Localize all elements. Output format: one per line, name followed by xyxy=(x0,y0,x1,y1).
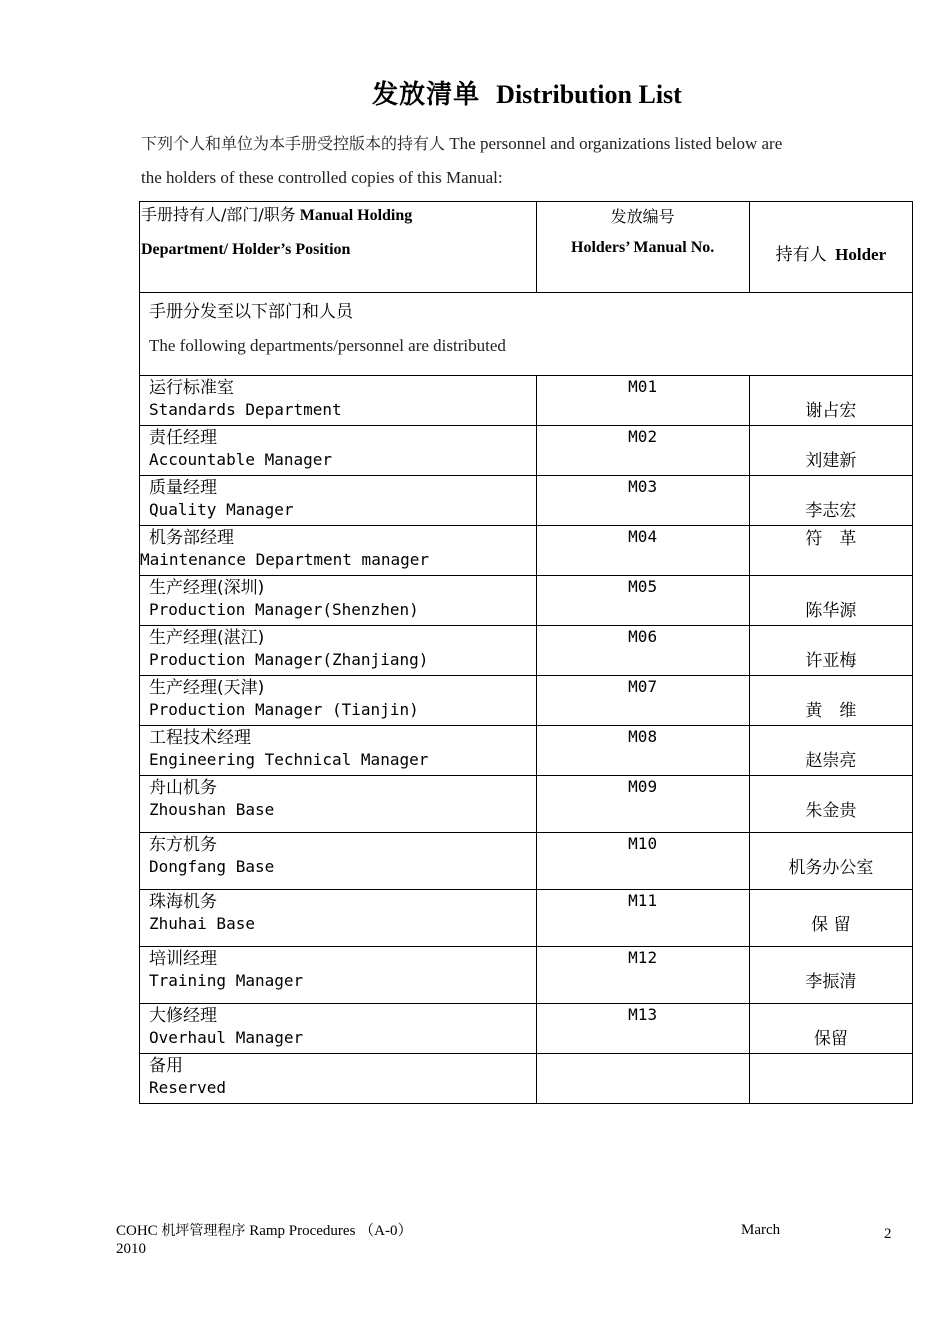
table-row xyxy=(140,1004,913,1054)
intro-line-2: the holders of these controlled copies of this Manual: xyxy=(141,168,503,187)
row-manual-no: M08 xyxy=(628,727,658,746)
row-position-zh: 运行标准室 xyxy=(149,378,234,398)
table-row xyxy=(140,776,913,833)
section-cell xyxy=(140,293,913,376)
row-position-en: Overhaul Manager xyxy=(149,1028,304,1047)
row-position-en: Production Manager(Zhanjiang) xyxy=(149,650,429,669)
row-position-zh: 质量经理 xyxy=(149,478,217,498)
row-position-en: Dongfang Base xyxy=(149,857,275,876)
row-manual-no: M04 xyxy=(628,527,658,546)
intro-zh: 下列个人和单位为本手册受控版本的持有人 xyxy=(141,134,446,153)
row-position-zh: 珠海机务 xyxy=(149,892,217,912)
row-manual-no: M13 xyxy=(628,1005,658,1024)
row-holder: 陈华源 xyxy=(805,601,857,621)
row-position-en: Maintenance Department manager xyxy=(140,550,429,569)
row-position-zh: 生产经理(天津) xyxy=(149,678,265,698)
header-holding-dept xyxy=(140,202,537,293)
row-manual-no: M06 xyxy=(628,627,658,646)
row-position-en: Production Manager (Tianjin) xyxy=(149,700,419,719)
table-header-row xyxy=(140,202,913,293)
header-col1-en2: Department/ Holder’s Position xyxy=(141,241,351,258)
row-position-zh: 机务部经理 xyxy=(149,528,234,548)
row-position-en: Production Manager(Shenzhen) xyxy=(149,600,419,619)
footer-document-name xyxy=(116,1222,556,1258)
row-manual-no: M09 xyxy=(628,777,658,796)
row-position-en: Zhoushan Base xyxy=(149,800,275,819)
table-row xyxy=(140,426,913,476)
header-col3-zh: 持有人 xyxy=(775,245,827,265)
footer-en: Ramp Procedures （A-0） xyxy=(245,1223,413,1239)
section-en: The following departments/personnel are distributed xyxy=(149,336,506,355)
row-holder: 刘建新 xyxy=(805,451,857,471)
row-manual-no: M10 xyxy=(628,834,658,853)
row-manual-no: M02 xyxy=(628,427,658,446)
table-row xyxy=(140,476,913,526)
header-col1-zh: 手册持有人/部门/职务 xyxy=(141,205,296,224)
title-en: Distribution List xyxy=(496,80,682,109)
section-row xyxy=(140,293,913,376)
row-holder: 朱金贵 xyxy=(805,801,857,821)
row-position-zh: 生产经理(深圳) xyxy=(149,578,265,598)
row-position-en: Zhuhai Base xyxy=(149,914,255,933)
row-position-en: Training Manager xyxy=(149,971,304,990)
row-position-en: Engineering Technical Manager xyxy=(149,750,429,769)
header-col3-en: Holder xyxy=(835,245,887,264)
row-holder: 保留 xyxy=(813,1029,848,1049)
row-position-zh: 备用 xyxy=(149,1056,183,1076)
header-col1-en1: Manual Holding xyxy=(295,207,413,224)
row-position-en: Reserved xyxy=(149,1078,227,1097)
header-col2-en: Holders’ Manual No. xyxy=(571,239,715,256)
row-position-zh: 责任经理 xyxy=(149,428,217,448)
title-zh: 发放清单 xyxy=(372,80,481,110)
row-holder: 保 留 xyxy=(811,915,851,935)
header-holder xyxy=(749,202,912,293)
row-manual-no: M05 xyxy=(628,577,658,596)
table-row xyxy=(140,947,913,1004)
row-manual-no: M12 xyxy=(628,948,658,967)
row-holder: 李志宏 xyxy=(805,501,857,521)
row-holder: 谢占宏 xyxy=(805,401,857,421)
row-position-zh: 工程技术经理 xyxy=(149,728,251,748)
page-title xyxy=(0,74,950,111)
row-position-zh: 大修经理 xyxy=(149,1006,217,1026)
intro-en: The personnel and organizations listed below are xyxy=(445,134,783,153)
footer-year: 2010 xyxy=(116,1241,146,1257)
footer-zh: 机坪管理程序 xyxy=(161,1223,246,1239)
table-row xyxy=(140,576,913,626)
row-holder: 李振清 xyxy=(805,972,857,992)
row-position-zh: 东方机务 xyxy=(149,835,217,855)
row-holder: 黄 维 xyxy=(805,701,857,721)
table-row xyxy=(140,833,913,890)
row-position-zh: 生产经理(湛江) xyxy=(149,628,265,648)
row-manual-no: M07 xyxy=(628,677,658,696)
row-position-en: Standards Department xyxy=(149,400,342,419)
intro-line-1 xyxy=(141,131,901,154)
section-zh: 手册分发至以下部门和人员 xyxy=(149,302,353,322)
table-row xyxy=(140,726,913,776)
row-holder: 机务办公室 xyxy=(788,858,874,878)
table-row xyxy=(140,376,913,426)
distribution-table xyxy=(139,201,913,1104)
row-holder: 赵崇亮 xyxy=(805,751,857,771)
footer-prefix: COHC xyxy=(116,1223,162,1239)
row-holder: 许亚梅 xyxy=(805,651,857,671)
page-number: 2 xyxy=(884,1226,892,1242)
row-position-en: Accountable Manager xyxy=(149,450,333,469)
footer-date: March xyxy=(741,1222,781,1238)
header-col2-zh: 发放编号 xyxy=(610,207,675,226)
row-manual-no: M11 xyxy=(628,891,658,910)
row-position-zh: 培训经理 xyxy=(149,949,217,969)
row-manual-no: M03 xyxy=(628,477,658,496)
row-position-en: Quality Manager xyxy=(149,500,294,519)
table-row xyxy=(140,890,913,947)
table-row xyxy=(140,626,913,676)
table-row xyxy=(140,526,913,576)
row-position-zh: 舟山机务 xyxy=(149,778,217,798)
header-manual-no xyxy=(536,202,749,293)
table-row xyxy=(140,676,913,726)
row-manual-no: M01 xyxy=(628,377,658,396)
table-row xyxy=(140,1054,913,1104)
row-holder: 符 革 xyxy=(805,529,857,549)
